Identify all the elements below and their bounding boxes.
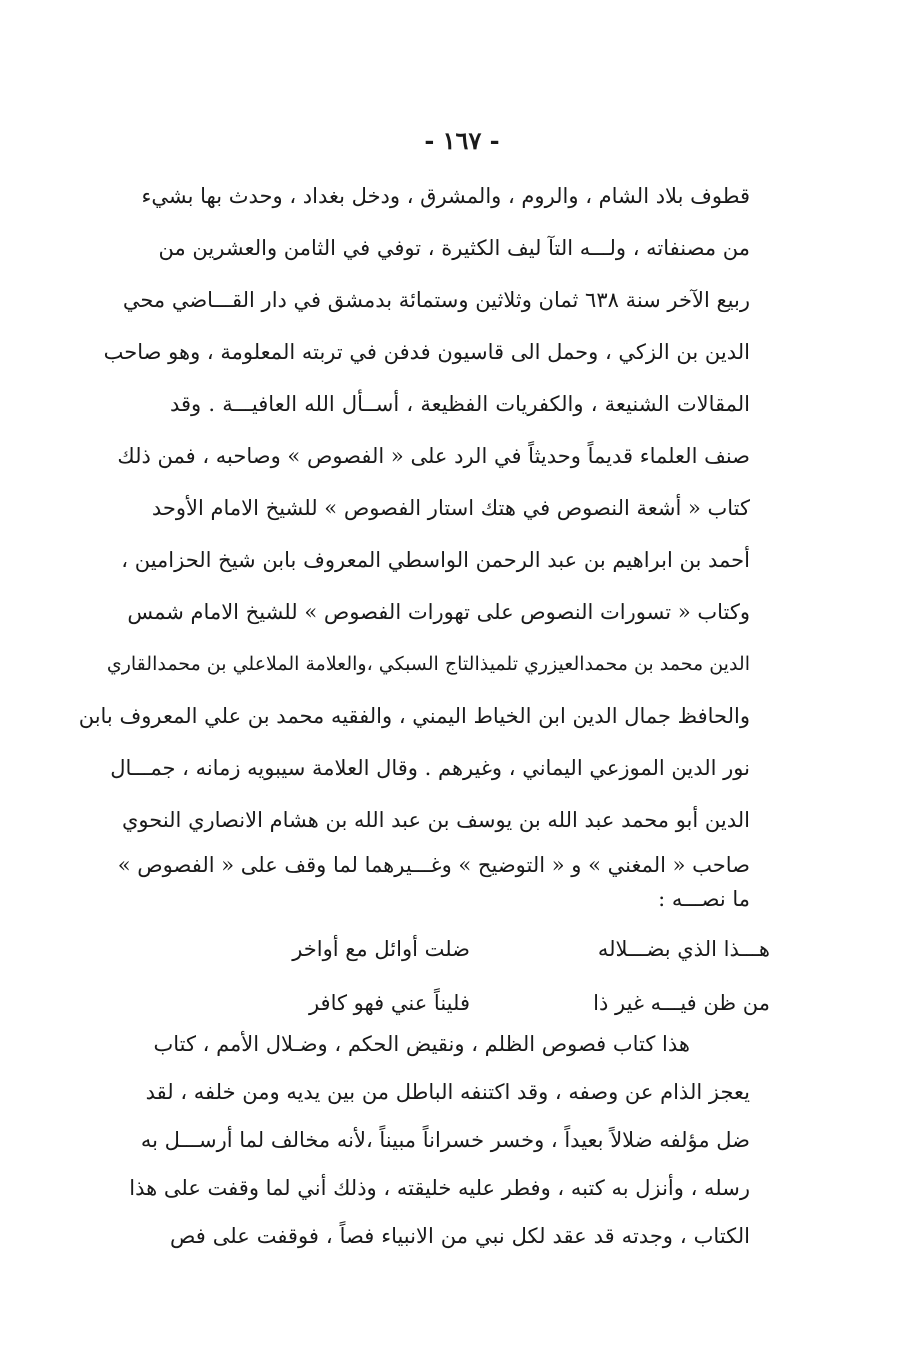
page-number: - ١٦٧ - [424,126,500,155]
paragraph-top [78,170,750,914]
text-line: قطوف بلاد الشام ، والروم ، والمشرق ، ودخل بغداد ، وحدث بها بشيء [141,184,750,208]
poem [230,922,770,1030]
text-line: يعجز الذام عن وصفه ، وقد اكتنفه الباطل من بين يديه ومن خلفه ، لقد [145,1080,750,1104]
text-line: نور الدين الموزعي اليماني ، وغيرهم . وقال العلامة سيبويه زمانه ، جمـــال [110,756,750,780]
text-line: ربيع الآخر سنة ٦٣٨ ثمان وثلاثين وستمائة بدمشق في دار القـــاضي محي [122,288,750,312]
poem-hemistich-first: هـــذا الذي بضـــلاله [597,937,770,961]
text-line: من مصنفاته ، ولـــه التآ ليف الكثيرة ، توفي في الثامن والعشرين من [158,236,750,260]
text-line: وكتاب « تسورات النصوص على تهورات الفصوص » للشيخ الامام شمس [127,600,750,624]
text-line: الدين محمد بن محمدالعيزري تلميذالتاج السبكي ،والعلامة الملاعلي بن محمدالقاري [106,653,750,675]
text-line: أحمد بن ابراهيم بن عبد الرحمن الواسطي المعروف بابن شيخ الحزامين ، [121,548,750,572]
paragraph-bottom [129,1020,750,1260]
text-line: والحافظ جمال الدين ابن الخياط اليمني ، والفقيه محمد بن علي المعروف بابن [78,704,750,728]
text-line: الدين أبو محمد عبد الله بن يوسف بن عبد الله بن هشام الانصاري النحوي [121,808,750,832]
text-line: المقالات الشنيعة ، والكفريات الفظيعة ، أســأل الله العافيـــة . وقد [170,392,750,416]
text-line: هذا كتاب فصوص الظلم ، ونقيض الحكم ، وضـلال الأمم ، كتاب [153,1032,690,1056]
text-line: ما نصـــه : [658,887,750,911]
poem-hemistich-second: ضلت أوائل مع أواخر [292,937,470,961]
text-line: رسله ، وأنزل به كتبه ، وفطر عليه خليقته ، وذلك أني لما وقفت على هذا [129,1176,750,1200]
text-line: كتاب « أشعة النصوص في هتك استار الفصوص » للشيخ الامام الأوحد [151,496,750,520]
text-line: الدين بن الزكي ، وحمل الى قاسيون فدفن في تربته المعلومة ، وهو صاحب [103,340,750,364]
text-line: الكتاب ، وجدته قد عقد لكل نبي من الانبياء فصاً ، فوقفت على فص [170,1224,750,1248]
text-line: صاحب « المغني » و « التوضيح » وغـــيرهما لما وقف على « الفصوص » [117,853,750,877]
poem-verse [230,922,770,976]
poem-hemistich-second: فليناً عني فهو كافر [308,991,470,1015]
poem-hemistich-first: من ظن فيـــه غير ذا [593,991,770,1015]
text-line: صنف العلماء قديماً وحديثاً في الرد على « الفصوص » وصاحبه ، فمن ذلك [117,444,750,468]
text-line: ضل مؤلفه ضلالاً بعيداً ، وخسر خسراناً مبيناً ،لأنه مخالف لما أرســـل به [140,1128,750,1152]
